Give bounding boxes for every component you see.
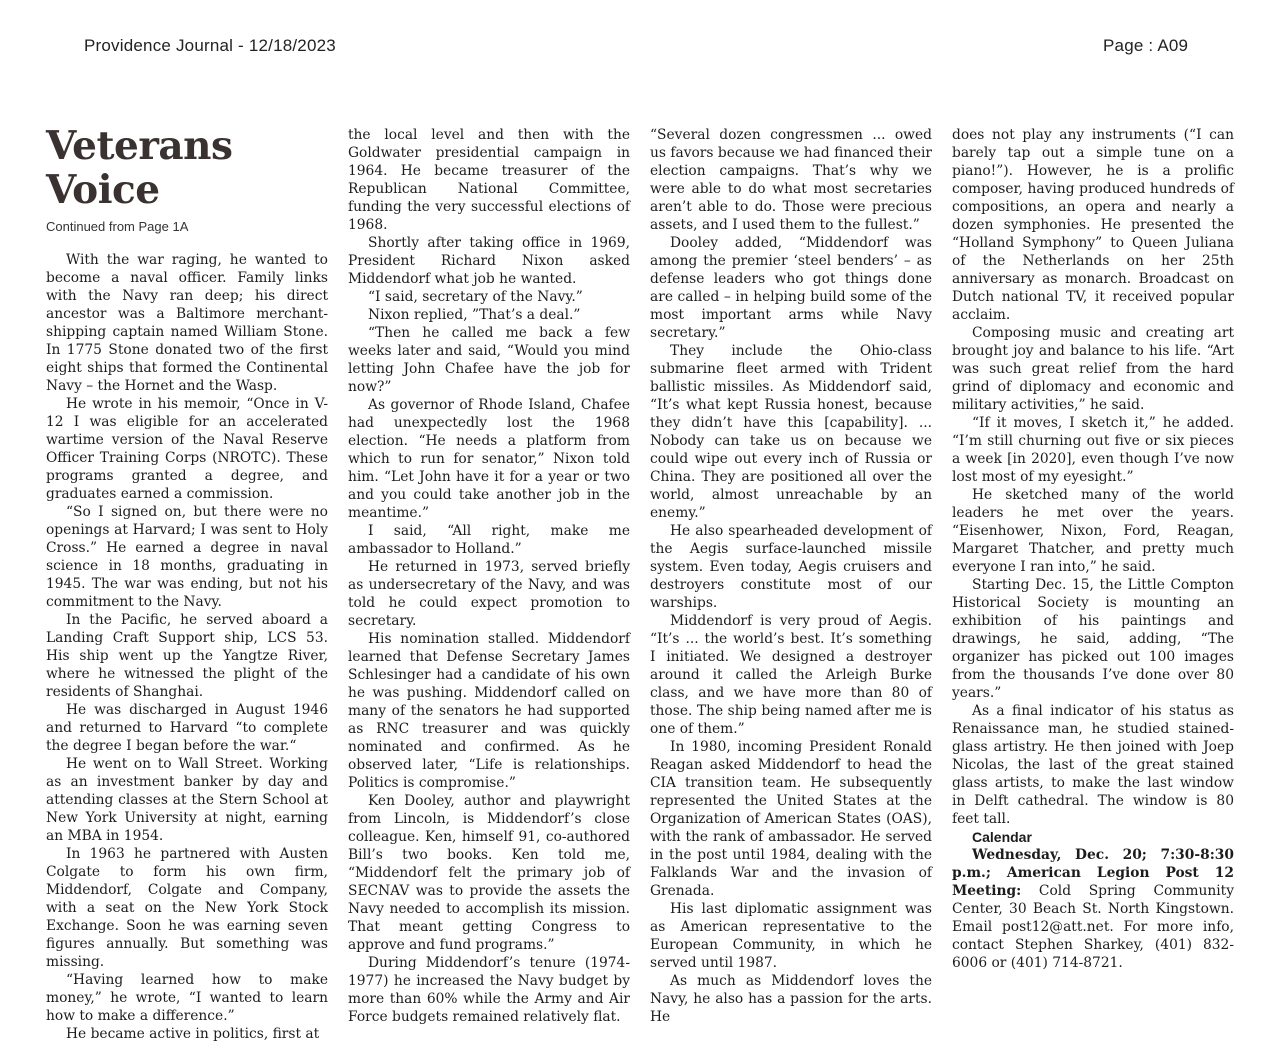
article-paragraph: I said, “All right, make me ambassador to Holland.” bbox=[348, 523, 630, 557]
article-column-4 bbox=[952, 126, 1234, 972]
article-paragraph: Starting Dec. 15, the Little Compton Historical Society is mounting an exhibition of his paintings and drawings, he said, adding, “The organizer has picked out 100 images from the thousands I’ve done over 80 years.” bbox=[952, 577, 1234, 701]
article-paragraph: In the Pacific, he served aboard a Landing Craft Support ship, LCS 53. His ship went up the Yangtze River, where he witnessed the plight of the residents of Shanghai. bbox=[46, 612, 328, 700]
column-body bbox=[650, 126, 932, 1026]
column-body bbox=[46, 251, 328, 1043]
article-paragraph: the local level and then with the Goldwater presidential campaign in 1964. He became treasurer of the Republican National Committee, funding the very successful elections of 1968. bbox=[348, 127, 630, 233]
continued-note: Continued from Page 1A bbox=[46, 219, 189, 234]
column-body bbox=[952, 126, 1234, 828]
calendar-event-details: Cold Spring Community Center, 30 Beach St. North Kingstown. Email post12@att.net. For more info, contact Stephen Sharkey, (401) 832-6006 or (401) 714-8721. bbox=[952, 883, 1234, 971]
article-paragraph: With the war raging, he wanted to become a naval officer. Family links with the Navy ran deep; his direct ancestor was a Baltimore merchant-shipping captain named William Stone. In 1775 Stone donated two of the first eight ships that formed the Continental Navy – the Hornet and the Wasp. bbox=[46, 252, 328, 394]
article-paragraph: As much as Middendorf loves the Navy, he also has a passion for the arts. He bbox=[650, 973, 932, 1025]
article-paragraph: does not play any instruments (“I can barely tap out a simple tune on a piano!”). However, he is a prolific composer, having produced hundreds of compositions, an opera and nearly a dozen symphonies. He presented the “Holland Symphony” to Queen Juliana of the Netherlands on her 25th anniversary as monarch. Broadcast on Dutch national TV, it received popular acclaim. bbox=[952, 127, 1234, 323]
article-title: Veterans Voice bbox=[46, 123, 233, 213]
publication-header: Providence Journal - 12/18/2023 bbox=[84, 36, 336, 55]
article-paragraph: Shortly after taking office in 1969, President Richard Nixon asked Middendorf what job he wanted. bbox=[348, 235, 630, 287]
article-paragraph: “Then he called me back a few weeks later and said, “Would you mind letting John Chafee have the job for now?” bbox=[348, 325, 630, 395]
article-paragraph: They include the Ohio-class submarine fleet armed with Trident ballistic missiles. As Middendorf said, “It’s what kept Russia honest, because they didn’t have this [capability]. ... Nobody can take us on because we could wipe out every inch of Russia or China. They are positioned all over the world, almost unreachable by an enemy.” bbox=[650, 343, 932, 521]
article-paragraph: His nomination stalled. Middendorf learned that Defense Secretary James Schlesinger had a candidate of his own he was pushing. Middendorf called on many of the senators he had supported as RNC treasurer and was quickly nominated and confirmed. As he observed later, “Life is relationships. Politics is compromise.” bbox=[348, 631, 630, 791]
article-paragraph: He went on to Wall Street. Working as an investment banker by day and attending classes at the Stern School at New York University at night, earning an MBA in 1954. bbox=[46, 756, 328, 844]
article-paragraph: As a final indicator of his status as Renaissance man, he studied stained-glass artistry. He then joined with Joep Nicolas, the last of the great stained glass artists, to make the last window in Delft cathedral. The window is 80 feet tall. bbox=[952, 703, 1234, 827]
article-paragraph: “If it moves, I sketch it,” he added. “I’m still churning out five or six pieces a week [in 2020], even though I’ve now lost most of my eyesight.” bbox=[952, 415, 1234, 485]
article-paragraph: “Having learned how to make money,” he wrote, “I wanted to learn how to make a difference.” bbox=[46, 972, 328, 1024]
article-paragraph: During Middendorf’s tenure (1974-1977) he increased the Navy budget by more than 60% while the Army and Air Force budgets remained relatively flat. bbox=[348, 955, 630, 1025]
article-column-2 bbox=[348, 126, 630, 1026]
article-paragraph: He wrote in his memoir, “Once in V-12 I was eligible for an accelerated wartime version of the Naval Reserve Officer Training Corps (NROTC). These programs granted a degree, and graduates earned a commission. bbox=[46, 396, 328, 502]
article-paragraph: Ken Dooley, author and playwright from Lincoln, is Middendorf’s close colleague. Ken, himself 91, co-authored Bill’s two books. Ken told me, “Middendorf felt the primary job of SECNAV was to provide the assets the Navy needed to accomplish its mission. That meant getting Congress to approve and fund programs.” bbox=[348, 793, 630, 953]
article-paragraph: In 1963 he partnered with Austen Colgate to form his own firm, Middendorf, Colgate and Company, with a seat on the New York Stock Exchange. Soon he was earning seven figures annually. But something was missing. bbox=[46, 846, 328, 970]
article-paragraph: He also spearheaded development of the Aegis surface-launched missile system. Even today, Aegis cruisers and destroyers constitute most of our warships. bbox=[650, 523, 932, 611]
calendar-event-when: Wednesday, Dec. 20; 7:30-8:30 p.m.; American Legion Post 12 Meeting: bbox=[952, 847, 1234, 899]
article-paragraph: “So I signed on, but there were no openings at Harvard; I was sent to Holy Cross.” He earned a degree in naval science in 18 months, graduating in 1945. The war was ending, but not his commitment to the Navy. bbox=[46, 504, 328, 610]
article-column-3 bbox=[650, 126, 932, 1026]
article-paragraph: He returned in 1973, served briefly as undersecretary of the Navy, and was told he could expect promotion to secretary. bbox=[348, 559, 630, 629]
article-paragraph: Composing music and creating art brought joy and balance to his life. “Art was such great relief from the hard grind of diplomacy and economic and military activities,” he said. bbox=[952, 325, 1234, 413]
article-paragraph: Dooley added, “Middendorf was among the premier ‘steel benders’ – as defense leaders who got things done are called – in helping build some of the most important arms while Navy secretary.” bbox=[650, 235, 932, 341]
article-paragraph: Middendorf is very proud of Aegis. “It’s ... the world’s best. It’s something I initiated. We designed a destroyer around it called the Arleigh Burke class, and we have more than 80 of those. The ship being named after me is one of them.” bbox=[650, 613, 932, 737]
article-paragraph: He sketched many of the world leaders he met over the years. “Eisenhower, Nixon, Ford, Reagan, Margaret Thatcher, and pretty much everyone I ran into,” he said. bbox=[952, 487, 1234, 575]
column-body bbox=[348, 126, 630, 1026]
article-paragraph: His last diplomatic assignment was as American representative to the European Community, in which he served until 1987. bbox=[650, 901, 932, 971]
article-column-1 bbox=[46, 124, 328, 1043]
article-paragraph: As governor of Rhode Island, Chafee had unexpectedly lost the 1968 election. “He needs a platform from which to run for senator,” Nixon told him. “Let John have it for a year or two and you could take another job in the meantime.” bbox=[348, 397, 630, 521]
calendar-event bbox=[952, 846, 1234, 972]
article-paragraph: “Several dozen congressmen ... owed us favors because we had financed their election campaigns. That’s why we were able to do what most secretaries aren’t able to do. Those were precious assets, and I used them to the fullest.” bbox=[650, 127, 932, 233]
article-paragraph: He became active in politics, first at bbox=[66, 1026, 320, 1042]
article-paragraph: In 1980, incoming President Ronald Reagan asked Middendorf to head the CIA transition team. He subsequently represented the United States at the Organization of American States (OAS), with the rank of ambassador. He served in the post until 1984, dealing with the Falklands War and the invasion of Grenada. bbox=[650, 739, 932, 899]
page-number: Page : A09 bbox=[1103, 36, 1189, 55]
article-paragraph: He was discharged in August 1946 and returned to Harvard “to complete the degree I began before the war.“ bbox=[46, 702, 328, 754]
article-paragraph: Nixon replied, ”That’s a deal.” bbox=[368, 307, 581, 323]
calendar-heading: Calendar bbox=[972, 829, 1032, 845]
article-paragraph: “I said, secretary of the Navy.” bbox=[368, 289, 583, 305]
